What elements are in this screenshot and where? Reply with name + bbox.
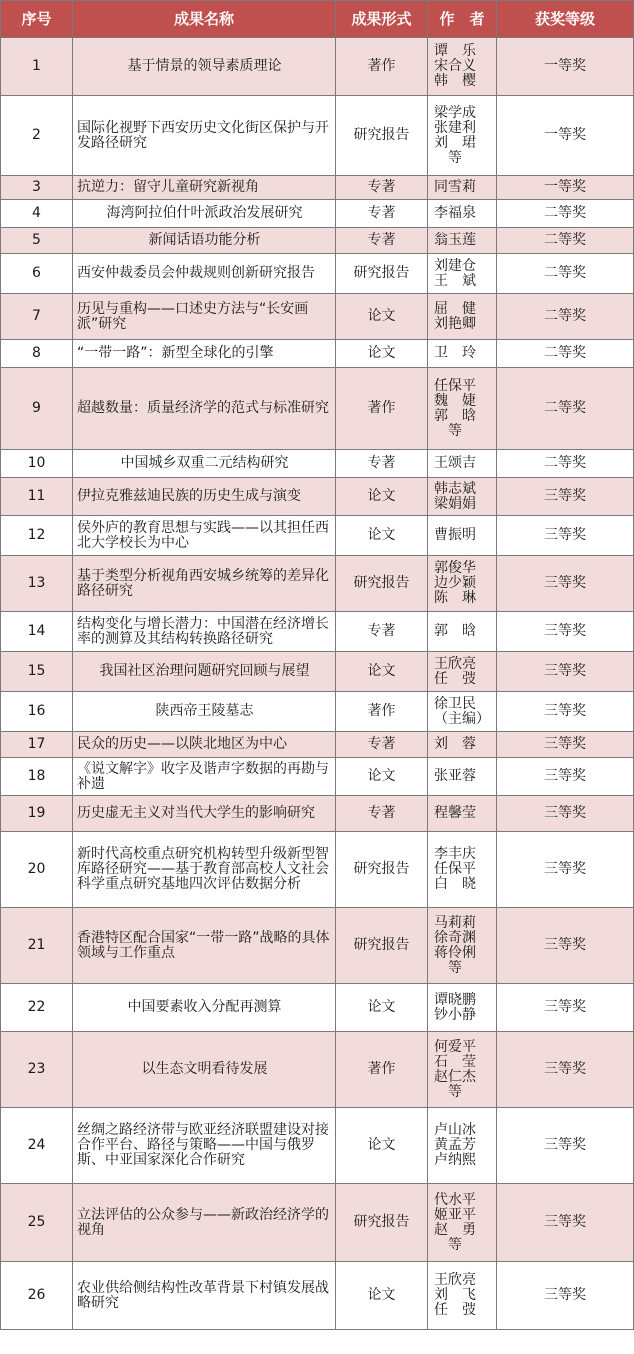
award-level: 三等奖 [497,1108,634,1184]
author-name: 郭 晗 [434,407,476,424]
author-name: 卢纳熙 [434,1152,476,1168]
table-row [1,652,634,692]
table-row [1,368,634,450]
author-name: 韩志斌 [434,480,476,497]
achievement-name: “一带一路”：新型全球化的引擎 [73,340,336,368]
row-number: 9 [1,368,73,450]
author-cell [428,732,497,758]
table-row [1,612,634,652]
author-name: 任保平 [434,377,476,394]
author-name: 卫 玲 [434,345,476,361]
author-cell [428,652,497,692]
row-number: 14 [1,612,73,652]
header-award: 获奖等级 [497,1,634,38]
author-cell [428,908,497,984]
achievement-form: 研究报告 [336,908,428,984]
award-level: 三等奖 [497,832,634,908]
header-num: 序号 [1,1,73,38]
row-number: 12 [1,516,73,556]
award-level: 三等奖 [497,516,634,556]
author-name: 等 [448,1236,462,1253]
achievement-form: 研究报告 [336,96,428,176]
author-name: 张建利 [434,119,476,136]
author-cell [428,692,497,732]
achievement-name: 立法评估的公众参与——新政治经济学的视角 [73,1184,336,1262]
author-name: 卢山冰 [434,1122,476,1138]
achievement-name: 新时代高校重点研究机构转型升级新型智库路径研究——基于教育部高校人文社会科学重点研究基地四次评估数据分析 [73,832,336,908]
achievement-name: 中国城乡双重二元结构研究 [73,450,336,478]
row-number: 1 [1,38,73,96]
header-author: 作 者 [428,1,497,38]
award-level: 三等奖 [497,556,634,612]
table-row [1,832,634,908]
author-name: 曹振明 [434,527,476,543]
author-cell [428,832,497,908]
achievement-form: 专著 [336,228,428,254]
achievement-form: 论文 [336,516,428,556]
award-level: 三等奖 [497,692,634,732]
award-level: 一等奖 [497,176,634,200]
table-body [1,38,634,1330]
table-row [1,176,634,200]
award-level: 三等奖 [497,758,634,796]
row-number: 8 [1,340,73,368]
author-name: 李丰庆 [434,846,476,862]
author-cell [428,294,497,340]
achievement-name: 伊拉克雅兹迪民族的历史生成与演变 [73,478,336,516]
author-cell [428,176,497,200]
award-level: 三等奖 [497,796,634,832]
table-row [1,450,634,478]
author-name: 姬亚平 [434,1206,476,1223]
award-level: 二等奖 [497,294,634,340]
row-number: 23 [1,1032,73,1108]
table-row [1,758,634,796]
header-form: 成果形式 [336,1,428,38]
row-number: 11 [1,478,73,516]
author-name: 等 [448,149,462,166]
table-row [1,796,634,832]
award-level: 三等奖 [497,478,634,516]
author-name: 王 斌 [434,272,476,289]
table-row [1,254,634,294]
author-name: 程馨莹 [434,805,476,821]
table-row [1,96,634,176]
table-row [1,478,634,516]
table-row [1,732,634,758]
award-level: 三等奖 [497,984,634,1032]
award-level: 一等奖 [497,96,634,176]
author-cell [428,1108,497,1184]
author-name: 王欣亮 [434,1272,476,1288]
row-number: 17 [1,732,73,758]
achievement-name: 历见与重构——口述史方法与“长安画派”研究 [73,294,336,340]
author-name: 刘 飞 [434,1287,476,1303]
achievement-form: 专著 [336,176,428,200]
author-name: 王颂吉 [434,455,476,471]
row-number: 15 [1,652,73,692]
achievement-name: 抗逆力：留守儿童研究新视角 [73,176,336,200]
row-number: 20 [1,832,73,908]
author-name: 宋合义 [434,58,476,74]
achievement-form: 研究报告 [336,254,428,294]
row-number: 2 [1,96,73,176]
achievement-form: 论文 [336,984,428,1032]
table-row [1,1032,634,1108]
table-row [1,294,634,340]
author-cell [428,200,497,228]
author-name: 郭 晗 [434,623,476,639]
achievement-name: 《说文解字》收字及谐声字数据的再勘与补遗 [73,758,336,796]
author-name: 刘 珺 [434,134,476,151]
table-row [1,984,634,1032]
author-name: 郭俊华 [434,560,476,576]
author-cell [428,516,497,556]
author-name: 赵仁杰 [434,1068,476,1085]
achievement-form: 研究报告 [336,832,428,908]
author-name: 谭晓鹏 [434,991,476,1008]
author-name: 刘建仓 [434,257,476,274]
author-name: 赵 勇 [434,1221,476,1238]
achievement-name: 民众的历史——以陕北地区为中心 [73,732,336,758]
award-level: 一等奖 [497,38,634,96]
author-name: 白 晓 [434,876,476,892]
award-level: 三等奖 [497,652,634,692]
award-level: 二等奖 [497,368,634,450]
award-level: 三等奖 [497,1032,634,1108]
author-name: 徐奇渊 [434,929,476,946]
author-name: 任 弢 [434,670,476,687]
achievement-name: 新闻话语功能分析 [73,228,336,254]
row-number: 19 [1,796,73,832]
author-name: 徐卫民 [434,695,476,712]
award-level: 二等奖 [497,450,634,478]
table-row [1,556,634,612]
achievement-name: 农业供给侧结构性改革背景下村镇发展战略研究 [73,1262,336,1330]
row-number: 16 [1,692,73,732]
author-name: 任 弢 [434,1302,476,1318]
achievement-form: 专著 [336,200,428,228]
author-cell [428,228,497,254]
author-name: 等 [448,959,462,976]
author-cell [428,340,497,368]
achievement-form: 论文 [336,340,428,368]
author-name: 李福泉 [434,205,476,221]
award-level: 三等奖 [497,1184,634,1262]
table-row [1,516,634,556]
row-number: 18 [1,758,73,796]
row-number: 7 [1,294,73,340]
row-number: 3 [1,176,73,200]
achievement-form: 专著 [336,796,428,832]
author-cell [428,96,497,176]
row-number: 5 [1,228,73,254]
achievement-name: 西安仲裁委员会仲裁规则创新研究报告 [73,254,336,294]
author-cell [428,796,497,832]
achievement-name: 我国社区治理问题研究回顾与展望 [73,652,336,692]
author-name: 石 莹 [434,1053,476,1070]
table-row [1,692,634,732]
table-row [1,1262,634,1330]
achievement-name: 以生态文明看待发展 [73,1032,336,1108]
award-level: 二等奖 [497,340,634,368]
row-number: 22 [1,984,73,1032]
author-name: 梁娟娟 [434,495,476,512]
achievement-name: 国际化视野下西安历史文化街区保护与开发路径研究 [73,96,336,176]
achievement-form: 研究报告 [336,556,428,612]
achievement-form: 著作 [336,38,428,96]
achievement-name: 结构变化与增长潜力：中国潜在经济增长率的测算及其结构转换路径研究 [73,612,336,652]
author-name: 王欣亮 [434,655,476,672]
author-name: 黄孟芳 [434,1137,476,1153]
achievement-form: 论文 [336,478,428,516]
achievement-form: 研究报告 [336,1184,428,1262]
author-name: 等 [448,1083,462,1100]
author-name: 刘艳卿 [434,315,476,332]
award-level: 二等奖 [497,254,634,294]
table-row [1,228,634,254]
author-name: 魏 婕 [434,392,476,409]
award-level: 三等奖 [497,612,634,652]
table-row [1,1108,634,1184]
table-row [1,38,634,96]
achievement-name: 香港特区配合国家“一带一路”战略的具体领域与工作重点 [73,908,336,984]
header-row [1,1,634,38]
author-name: 等 [448,422,462,439]
author-cell [428,556,497,612]
author-name: 边少颖 [434,575,476,591]
author-name: 马莉莉 [434,914,476,931]
author-cell [428,368,497,450]
author-name: 同雪莉 [434,179,476,195]
author-cell [428,1032,497,1108]
achievement-name: 陕西帝王陵墓志 [73,692,336,732]
author-name: 陈 琳 [434,590,476,606]
achievement-form: 著作 [336,368,428,450]
achievement-form: 专著 [336,732,428,758]
author-cell [428,1184,497,1262]
author-name: 谭 乐 [434,43,476,59]
achievement-name: 丝绸之路经济带与欧亚经济联盟建设对接合作平台、路径与策略——中国与俄罗斯、中亚国家深化合作研究 [73,1108,336,1184]
achievement-name: 基于情景的领导素质理论 [73,38,336,96]
achievement-name: 超越数量：质量经济学的范式与标准研究 [73,368,336,450]
table-row [1,200,634,228]
author-cell [428,38,497,96]
author-name: 韩 樱 [434,73,476,89]
author-cell [428,1262,497,1330]
author-name: 蒋伶俐 [434,944,476,961]
table-row [1,340,634,368]
author-name: 翁玉莲 [434,232,476,248]
table-row [1,1184,634,1262]
author-name: （主编） [434,710,490,727]
author-cell [428,478,497,516]
achievement-name: 侯外庐的教育思想与实践——以其担任西北大学校长为中心 [73,516,336,556]
author-cell [428,254,497,294]
row-number: 26 [1,1262,73,1330]
achievement-form: 著作 [336,1032,428,1108]
table-row [1,908,634,984]
achievement-name: 海湾阿拉伯什叶派政治发展研究 [73,200,336,228]
achievement-name: 基于类型分析视角西安城乡统筹的差异化路径研究 [73,556,336,612]
author-name: 张亚蓉 [434,768,476,784]
award-level: 三等奖 [497,732,634,758]
achievement-form: 著作 [336,692,428,732]
award-level: 二等奖 [497,228,634,254]
author-name: 钞小静 [434,1006,476,1023]
author-name: 刘 蓉 [434,736,476,752]
achievement-form: 论文 [336,294,428,340]
row-number: 13 [1,556,73,612]
achievement-form: 专著 [336,450,428,478]
award-level: 三等奖 [497,908,634,984]
row-number: 21 [1,908,73,984]
row-number: 24 [1,1108,73,1184]
row-number: 4 [1,200,73,228]
author-cell [428,612,497,652]
author-name: 代水平 [434,1191,476,1208]
achievement-form: 论文 [336,1108,428,1184]
author-cell [428,984,497,1032]
achievement-name: 中国要素收入分配再测算 [73,984,336,1032]
achievement-form: 专著 [336,612,428,652]
award-level: 三等奖 [497,1262,634,1330]
achievement-form: 论文 [336,758,428,796]
author-name: 梁学成 [434,104,476,121]
award-level: 二等奖 [497,200,634,228]
author-cell [428,758,497,796]
achievement-form: 论文 [336,1262,428,1330]
author-name: 屈 健 [434,300,476,317]
author-name: 何爱平 [434,1038,476,1055]
author-name: 任保平 [434,861,476,877]
row-number: 10 [1,450,73,478]
achievement-form: 论文 [336,652,428,692]
header-name: 成果名称 [73,1,336,38]
row-number: 6 [1,254,73,294]
achievement-name: 历史虚无主义对当代大学生的影响研究 [73,796,336,832]
row-number: 25 [1,1184,73,1262]
author-cell [428,450,497,478]
